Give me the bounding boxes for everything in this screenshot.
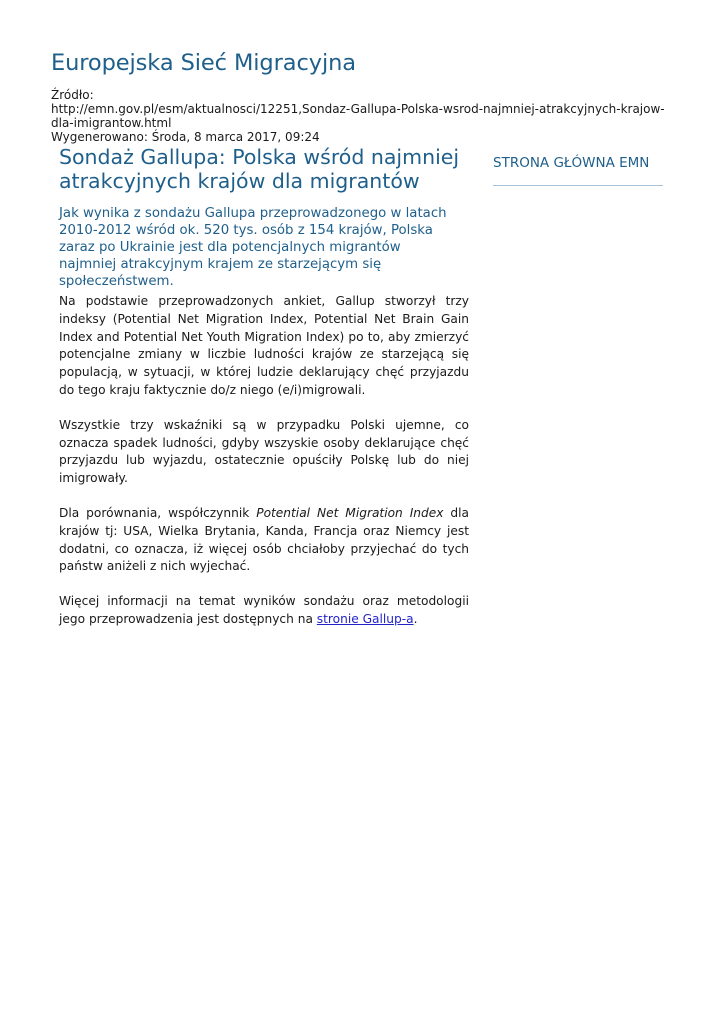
home-link[interactable]: STRONA GŁÓWNA EMN	[493, 155, 663, 186]
paragraph-3-text-end: dla krajów tj: USA, Wielka Brytania, Kanda, Francja oraz Niemcy jest dodatni, co oznacza, iż więcej osób chciałoby przyjechać do tych państw aniżeli z nich wyjechać.	[59, 505, 469, 574]
article-paragraph-2: Wszystkie trzy wskaźniki są w przypadku Polski ujemne, co oznacza spadek ludności, gdyby wszyskie osoby deklarujące chęć przyjazdu lub wyjazdu, ostatecznie opuściły Polskę lub do niej imigrowały.	[59, 417, 469, 486]
article-paragraph-3	[59, 505, 469, 576]
index-name-emphasis: Potential Net Migration Index	[256, 505, 444, 520]
article-paragraph-4	[59, 593, 469, 629]
paragraph-4-text-end: .	[413, 611, 418, 626]
article-title: Sondaż Gallupa: Polska wśród najmniej atrakcyjnych krajów dla migrantów	[59, 145, 460, 193]
source-label: Źródło:	[51, 88, 94, 102]
article-body	[59, 293, 469, 646]
source-meta	[51, 88, 666, 144]
article-lead: Jak wynika z sondażu Gallupa przeprowadzonego w latach 2010-2012 wśród ok. 520 tys. osób z 154 krajów, Polska zaraz po Ukrainie jest dla potencjalnych migrantów najmniej atrakcyjnym krajem ze starzejącym się społeczeństwem.	[59, 206, 447, 289]
generated-date: Wygenerowano: Środa, 8 marca 2017, 09:24	[51, 130, 320, 144]
article-paragraph-1: Na podstawie przeprowadzonych ankiet, Gallup stworzył trzy indeksy (Potential Net Migration Index, Potential Net Brain Gain Index and Potential Net Youth Migration Index) po to, aby zmierzyć potencjalne zmiany w liczbie ludności krajów ze starzejącą się populacją, w sytuacji, w której ludzie deklarujący chęć przyjazdu do tego kraju faktycznie do/z niego (e/i)migrowali.	[59, 294, 469, 397]
source-url: http://emn.gov.pl/esm/aktualnosci/12251,Sondaz-Gallupa-Polska-wsrod-najmniej-atrakcyjnych-krajow-dla-imigrantow.html	[51, 102, 665, 130]
paragraph-4-text-start: Więcej informacji na temat wyników sondażu oraz metodologii jego przeprowadzenia jest dostępnych na	[59, 594, 469, 626]
sidebar	[493, 155, 663, 186]
gallup-link[interactable]: stronie Gallup-a	[316, 611, 414, 626]
site-title: Europejska Sieć Migracyjna	[51, 50, 356, 76]
paragraph-3-text-start: Dla porównania, współczynnik	[59, 505, 257, 520]
